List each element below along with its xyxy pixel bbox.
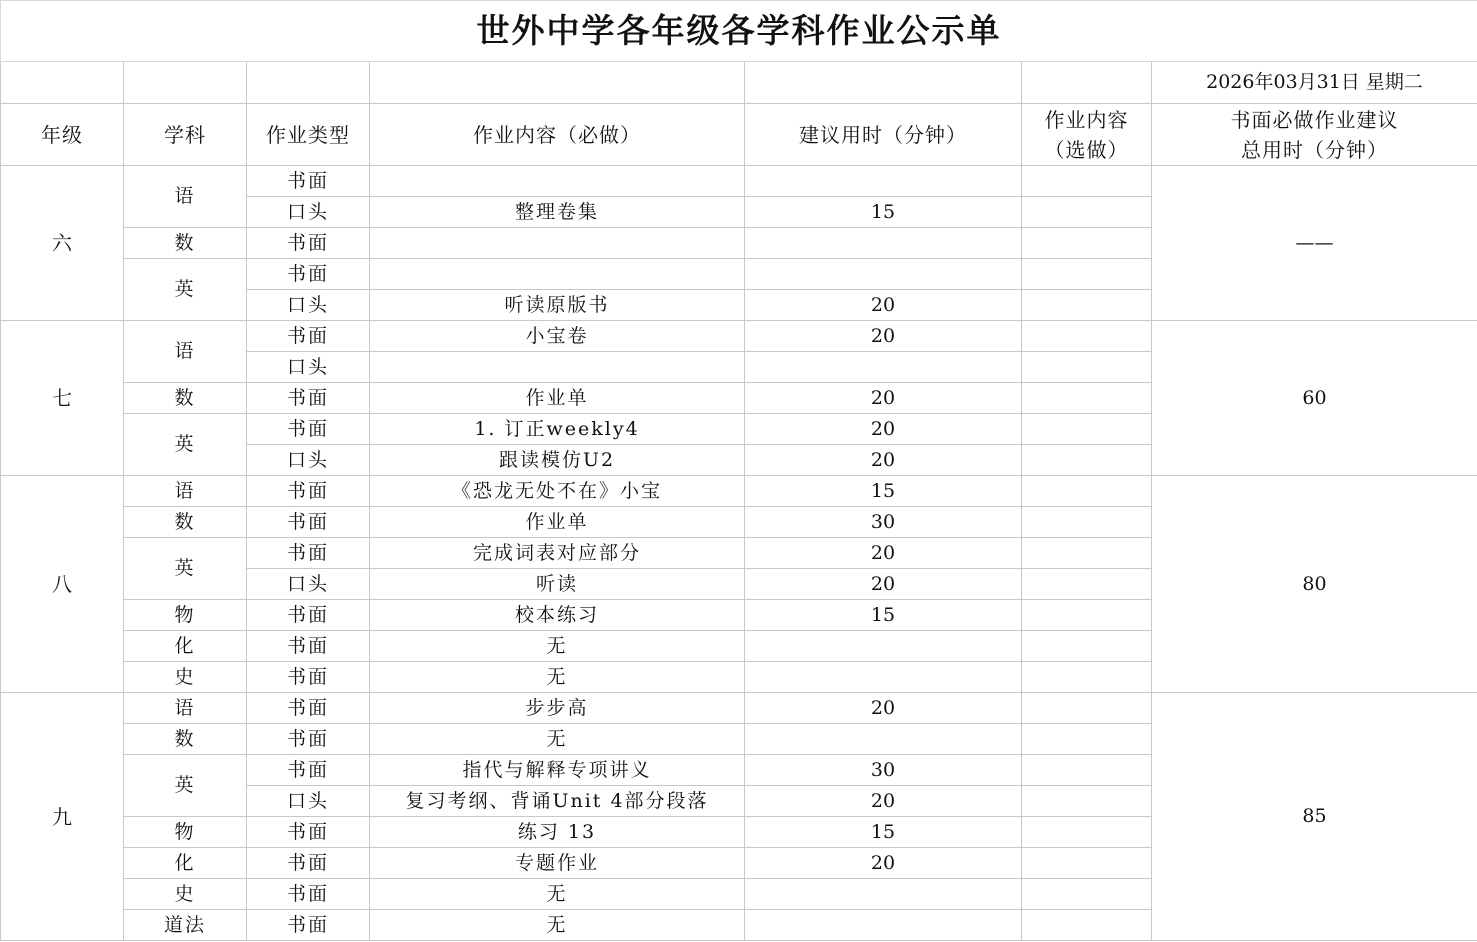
type-cell: 书面 xyxy=(247,817,370,848)
content-cell: 指代与解释专项讲义 xyxy=(370,755,745,786)
optional-content-cell xyxy=(1022,662,1152,693)
header-content-optional: 作业内容（选做） xyxy=(1022,104,1152,166)
content-cell xyxy=(370,352,745,383)
type-cell: 书面 xyxy=(247,166,370,197)
time-cell xyxy=(745,724,1022,755)
subject-cell: 数 xyxy=(124,724,247,755)
time-cell: 20 xyxy=(745,569,1022,600)
type-cell: 书面 xyxy=(247,259,370,290)
content-cell: 无 xyxy=(370,724,745,755)
type-cell: 口头 xyxy=(247,786,370,817)
optional-content-cell xyxy=(1022,631,1152,662)
type-cell: 书面 xyxy=(247,476,370,507)
optional-content-cell xyxy=(1022,383,1152,414)
table-row xyxy=(1,693,1477,724)
type-cell: 口头 xyxy=(247,197,370,228)
content-cell: 练习 13 xyxy=(370,817,745,848)
optional-content-cell xyxy=(1022,197,1152,228)
time-cell xyxy=(745,910,1022,941)
type-cell: 书面 xyxy=(247,879,370,910)
content-cell: 作业单 xyxy=(370,507,745,538)
type-cell: 口头 xyxy=(247,569,370,600)
time-cell: 20 xyxy=(745,848,1022,879)
type-cell: 书面 xyxy=(247,631,370,662)
content-cell: 步步高 xyxy=(370,693,745,724)
content-cell: 无 xyxy=(370,879,745,910)
optional-content-cell xyxy=(1022,228,1152,259)
time-cell xyxy=(745,228,1022,259)
type-cell: 口头 xyxy=(247,445,370,476)
type-cell: 书面 xyxy=(247,662,370,693)
total-time-cell: 80 xyxy=(1152,476,1477,693)
blank-cell xyxy=(1,62,124,104)
time-cell xyxy=(745,259,1022,290)
time-cell: 20 xyxy=(745,290,1022,321)
subject-cell: 语 xyxy=(124,476,247,507)
header-type: 作业类型 xyxy=(247,104,370,166)
grade-cell: 六 xyxy=(1,166,124,321)
subject-cell: 史 xyxy=(124,879,247,910)
time-cell xyxy=(745,631,1022,662)
subject-cell: 英 xyxy=(124,538,247,600)
type-cell: 书面 xyxy=(247,600,370,631)
optional-content-cell xyxy=(1022,879,1152,910)
optional-content-cell xyxy=(1022,507,1152,538)
header-content-required: 作业内容（必做） xyxy=(370,104,745,166)
type-cell: 书面 xyxy=(247,538,370,569)
time-cell xyxy=(745,879,1022,910)
content-cell: 《恐龙无处不在》小宝 xyxy=(370,476,745,507)
optional-content-cell xyxy=(1022,476,1152,507)
subject-cell: 数 xyxy=(124,228,247,259)
optional-content-cell xyxy=(1022,414,1152,445)
time-cell: 20 xyxy=(745,786,1022,817)
optional-content-cell xyxy=(1022,848,1152,879)
time-cell: 30 xyxy=(745,507,1022,538)
subject-cell: 语 xyxy=(124,693,247,724)
type-cell: 书面 xyxy=(247,910,370,941)
time-cell: 15 xyxy=(745,600,1022,631)
time-cell: 30 xyxy=(745,755,1022,786)
subject-cell: 史 xyxy=(124,662,247,693)
grade-cell: 七 xyxy=(1,321,124,476)
subject-cell: 英 xyxy=(124,755,247,817)
type-cell: 口头 xyxy=(247,352,370,383)
subject-cell: 数 xyxy=(124,507,247,538)
time-cell: 15 xyxy=(745,817,1022,848)
date-label: 2026年03月31日 星期二 xyxy=(1152,62,1477,104)
optional-content-cell xyxy=(1022,259,1152,290)
type-cell: 口头 xyxy=(247,290,370,321)
content-cell: 校本练习 xyxy=(370,600,745,631)
subject-cell: 语 xyxy=(124,321,247,383)
subject-cell: 物 xyxy=(124,600,247,631)
optional-content-cell xyxy=(1022,786,1152,817)
header-subject: 学科 xyxy=(124,104,247,166)
total-time-cell: 85 xyxy=(1152,693,1477,941)
type-cell: 书面 xyxy=(247,321,370,352)
type-cell: 书面 xyxy=(247,383,370,414)
blank-cell xyxy=(247,62,370,104)
type-cell: 书面 xyxy=(247,228,370,259)
optional-content-cell xyxy=(1022,569,1152,600)
time-cell: 20 xyxy=(745,445,1022,476)
subject-cell: 化 xyxy=(124,848,247,879)
subject-cell: 化 xyxy=(124,631,247,662)
optional-content-cell xyxy=(1022,445,1152,476)
subject-cell: 英 xyxy=(124,259,247,321)
content-cell: 听读原版书 xyxy=(370,290,745,321)
header-time: 建议用时（分钟） xyxy=(745,104,1022,166)
page-title: 世外中学各年级各学科作业公示单 xyxy=(1,1,1477,62)
grade-cell: 八 xyxy=(1,476,124,693)
grade-cell: 九 xyxy=(1,693,124,941)
type-cell: 书面 xyxy=(247,755,370,786)
subject-cell: 语 xyxy=(124,166,247,228)
optional-content-cell xyxy=(1022,693,1152,724)
type-cell: 书面 xyxy=(247,414,370,445)
subject-cell: 英 xyxy=(124,414,247,476)
content-cell: 小宝卷 xyxy=(370,321,745,352)
optional-content-cell xyxy=(1022,321,1152,352)
content-cell xyxy=(370,259,745,290)
header-total-time: 书面必做作业建议总用时（分钟） xyxy=(1152,104,1477,166)
content-cell: 跟读模仿U2 xyxy=(370,445,745,476)
type-cell: 书面 xyxy=(247,848,370,879)
subject-cell: 数 xyxy=(124,383,247,414)
blank-cell xyxy=(745,62,1022,104)
total-time-cell: 60 xyxy=(1152,321,1477,476)
optional-content-cell xyxy=(1022,166,1152,197)
content-cell: 听读 xyxy=(370,569,745,600)
content-cell: 整理卷集 xyxy=(370,197,745,228)
optional-content-cell xyxy=(1022,755,1152,786)
content-cell xyxy=(370,228,745,259)
time-cell xyxy=(745,352,1022,383)
subject-cell: 道法 xyxy=(124,910,247,941)
optional-content-cell xyxy=(1022,817,1152,848)
optional-content-cell xyxy=(1022,352,1152,383)
optional-content-cell xyxy=(1022,600,1152,631)
content-cell: 完成词表对应部分 xyxy=(370,538,745,569)
subject-cell: 物 xyxy=(124,817,247,848)
time-cell: 15 xyxy=(745,476,1022,507)
optional-content-cell xyxy=(1022,910,1152,941)
optional-content-cell xyxy=(1022,724,1152,755)
content-cell: 1. 订正weekly4 xyxy=(370,414,745,445)
total-time-cell: —— xyxy=(1152,166,1477,321)
content-cell: 专题作业 xyxy=(370,848,745,879)
time-cell: 20 xyxy=(745,414,1022,445)
header-grade: 年级 xyxy=(1,104,124,166)
table-row xyxy=(1,321,1477,352)
content-cell: 无 xyxy=(370,910,745,941)
time-cell: 20 xyxy=(745,383,1022,414)
content-cell: 无 xyxy=(370,631,745,662)
time-cell xyxy=(745,662,1022,693)
content-cell: 无 xyxy=(370,662,745,693)
optional-content-cell xyxy=(1022,290,1152,321)
optional-content-cell xyxy=(1022,538,1152,569)
time-cell: 20 xyxy=(745,321,1022,352)
time-cell: 20 xyxy=(745,693,1022,724)
time-cell: 20 xyxy=(745,538,1022,569)
table-row xyxy=(1,166,1477,197)
content-cell: 作业单 xyxy=(370,383,745,414)
table-row xyxy=(1,476,1477,507)
blank-cell xyxy=(370,62,745,104)
type-cell: 书面 xyxy=(247,507,370,538)
content-cell: 复习考纲、背诵Unit 4部分段落 xyxy=(370,786,745,817)
blank-cell xyxy=(1022,62,1152,104)
content-cell xyxy=(370,166,745,197)
type-cell: 书面 xyxy=(247,724,370,755)
type-cell: 书面 xyxy=(247,693,370,724)
time-cell xyxy=(745,166,1022,197)
time-cell: 15 xyxy=(745,197,1022,228)
blank-cell xyxy=(124,62,247,104)
